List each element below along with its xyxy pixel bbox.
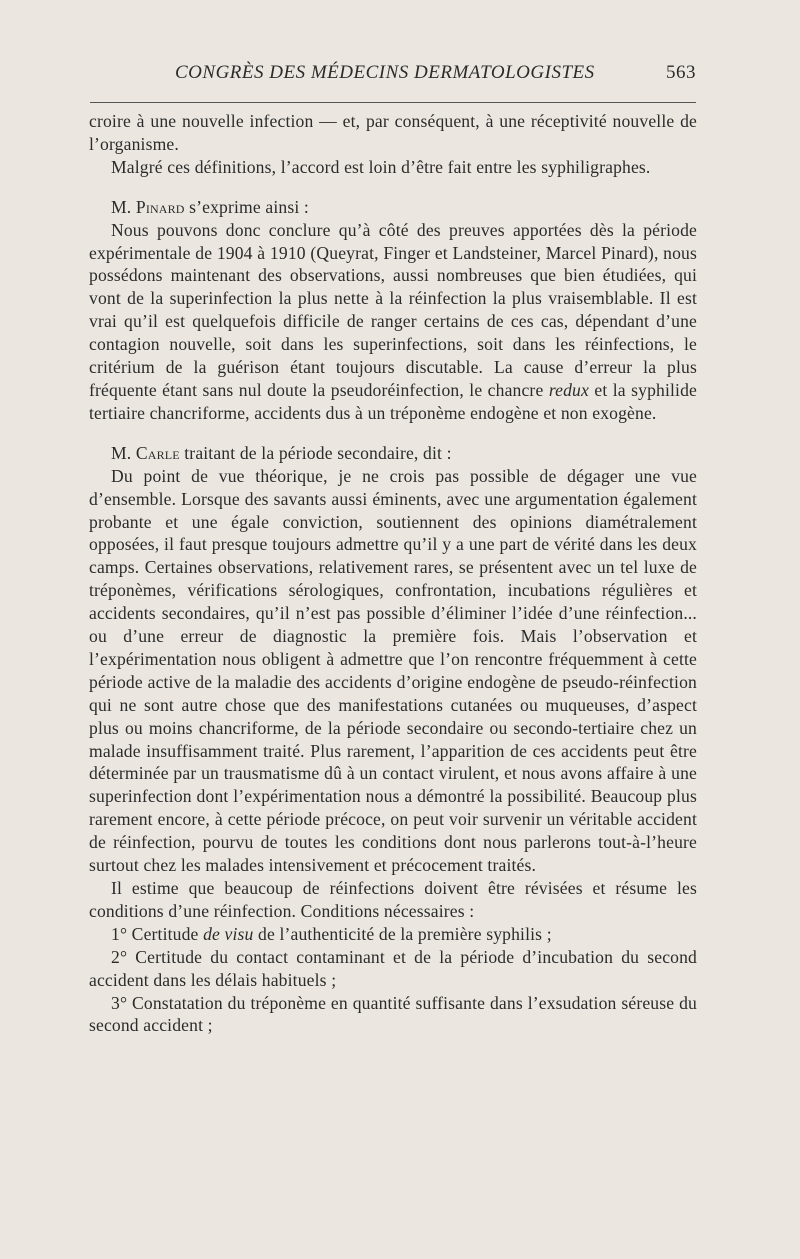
paragraph-pinard-intro xyxy=(89,196,697,219)
page-header xyxy=(90,62,696,92)
pinard-intro-rest: s’exprime ainsi : xyxy=(184,196,309,217)
page-number: 563 xyxy=(666,62,696,83)
running-title: CONGRÈS DES MÉDECINS DERMATOLOGISTES xyxy=(175,62,595,83)
condition-item-1 xyxy=(89,923,697,946)
redux-italic: redux xyxy=(548,379,589,400)
carle-prefix: M. xyxy=(111,442,136,463)
pinard-prefix: M. xyxy=(111,196,136,217)
condition-1-part-b: de l’authenticité de la première syphilis ; xyxy=(253,923,552,944)
pinard-quote-part-b: et la syphilide tertiaire chancriforme, accidents dus à un tréponème endogène et non exogène. xyxy=(89,379,698,423)
paragraph-conditions-intro: Il estime que beaucoup de réinfections doivent être révisées et résume les conditions d’une réinfection. Conditions nécessaires : xyxy=(89,878,697,921)
paragraph-carle-intro xyxy=(89,442,697,465)
paragraph-pinard-quote xyxy=(89,219,697,425)
speaker-name-carle: Carle xyxy=(135,442,180,463)
speaker-name-pinard: Pinard xyxy=(135,196,185,217)
condition-item-3: 3° Constatation du tréponème en quantité suffisante dans l’exsudation séreuse du second accident ; xyxy=(89,992,697,1036)
body-text xyxy=(89,110,697,1037)
paragraph-disagreement: Malgré ces définitions, l’accord est loin d’être fait entre les syphiligraphes. xyxy=(111,156,651,177)
condition-1-part-a: 1° Certitude xyxy=(111,923,204,944)
header-rule xyxy=(90,102,696,103)
de-visu-italic: de visu xyxy=(203,923,254,944)
condition-item-2: 2° Certitude du contact contaminant et de la période d’incubation du second accident dans les délais habituels ; xyxy=(89,946,697,990)
paragraph-carle-quote: Du point de vue théorique, je ne crois pas possible de dégager une vue d’ensemble. Lorsque des savants aussi éminents, avec une argumentation également probante et une égale conviction, soutiennent des opinions diamétralement opposées, il faut presque toujours admettre qu’il y a une part de vérité dans les deux camps. Certaines observations, relativement rares, se présentent avec un tel luxe de tréponèmes, vérifications sérologiques, confrontation, incubations régulières et accidents secondaires, qu’il n’est pas possible d’éliminer l’idée d’une réinfection... ou d’une erreur de diagnostic la première fois. Mais l’observation et l’expérimentation nous obligent à admettre que l’on rencontre fréquemment à cette période active de la maladie des accidents d’origine endogène de pseudo-réinfection qui ne sont autre chose que des manifestations cutanées ou muqueuses, d’aspect plus ou moins chancriforme, de la période secondaire ou secondo-tertiaire chez un malade insuffisamment traité. Plus rarement, l’apparition de ces accidents peut être déterminée par un trausmatisme dû à un contact virulent, et nous avons affaire à une superinfection dont l’expérimentation nous a démontré la possibilité. Beaucoup plus rarement encore, à cette période précoce, on peut voir survenir un véritable accident de réinfection, pourvu de toutes les conditions dont nous parlerons tout-à-l’heure surtout chez les malades intensivement et précocement traités. xyxy=(89,465,697,876)
paragraph-continuation: croire à une nouvelle infection — et, par conséquent, à une réceptivité nouvelle de l’organisme. xyxy=(89,111,697,154)
carle-intro-rest: traitant de la période secondaire, dit : xyxy=(179,442,452,463)
pinard-quote-part-a: Nous pouvons donc conclure qu’à côté des preuves apportées dès la période expérimentale de 1904 à 1910 (Queyrat, Finger et Landsteiner, Marcel Pinard), nous possédons maintenant des observations, aussi nombreuses que bien étudiées, qui vont de la superinfection la plus nette à la réinfection la plus vraisemblable. Il est vrai qu’il est quelquefois difficile de ranger certains de ces cas, dépendant d’une contagion nouvelle, soit dans les superinfections, soit dans les réinfections, le critérium de la guérison étant toujours discutable. La cause d’erreur la plus fréquente étant sans nul doute la pseudoréinfection, le chancre xyxy=(89,219,697,400)
